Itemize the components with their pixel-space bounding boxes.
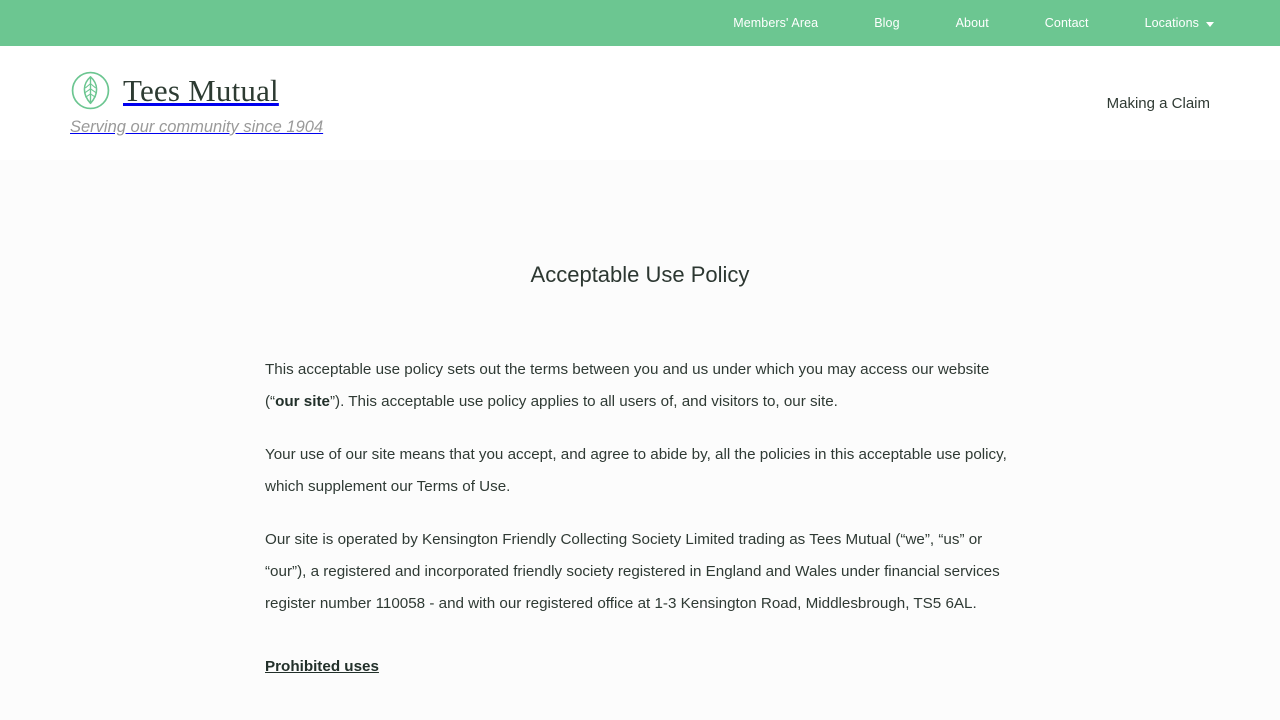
main-content <box>0 160 1280 720</box>
paragraph-1-text-tail: ”). This acceptable use policy applies to all users of, and visitors to, our site. <box>329 392 838 410</box>
brand-name: Tees Mutual <box>123 72 279 108</box>
nav-item-label: Contact <box>1044 16 1089 30</box>
our-site-emphasis: our site <box>275 392 330 410</box>
header-actions <box>1107 95 1210 112</box>
nav-item-label: Blog <box>874 16 900 30</box>
nav-item-label: Locations <box>1144 16 1199 30</box>
nav-item-label: Members' Area <box>733 16 819 30</box>
nav-item-members-area[interactable] <box>705 0 846 46</box>
primary-navigation <box>705 0 1242 46</box>
nav-item-about[interactable] <box>928 0 1017 46</box>
site-header <box>0 46 1280 160</box>
brand-row <box>70 70 323 111</box>
nav-item-blog[interactable] <box>846 0 927 46</box>
leaf-in-circle-icon <box>70 70 111 111</box>
section-heading-prohibited-uses: Prohibited uses <box>265 657 379 675</box>
paragraph-1-text-lead: This acceptable use policy sets out the terms between you and us under which you may access our website (“ <box>265 360 990 410</box>
policy-article <box>265 290 1015 683</box>
policy-paragraph-3: Our site is operated by Kensington Friendly Collecting Society Limited trading as Tees Mutual (“we”, “us” or “our”), a registered and incorporated friendly society registered in England and Wales under financial services register number 110058 - and with our registered office at 1-3 Kensington Road, Middlesbrough, TS5 6AL. <box>265 530 1000 612</box>
nav-item-contact[interactable] <box>1017 0 1117 46</box>
page-title: Acceptable Use Policy <box>530 262 750 287</box>
top-utility-bar <box>0 0 1280 46</box>
chevron-down-icon <box>1206 22 1214 27</box>
brand-logo-link[interactable] <box>70 70 323 136</box>
policy-paragraph-2: Your use of our site means that you accept, and agree to abide by, all the policies in this acceptable use policy, which supplement our Terms of Use. <box>265 445 1007 495</box>
policy-paragraph-1 <box>265 354 1015 418</box>
making-a-claim-link[interactable]: Making a Claim <box>1106 94 1210 112</box>
brand-tagline: Serving our community since 1904 <box>70 117 324 136</box>
nav-item-locations[interactable] <box>1117 0 1242 46</box>
nav-item-label: About <box>955 16 989 30</box>
